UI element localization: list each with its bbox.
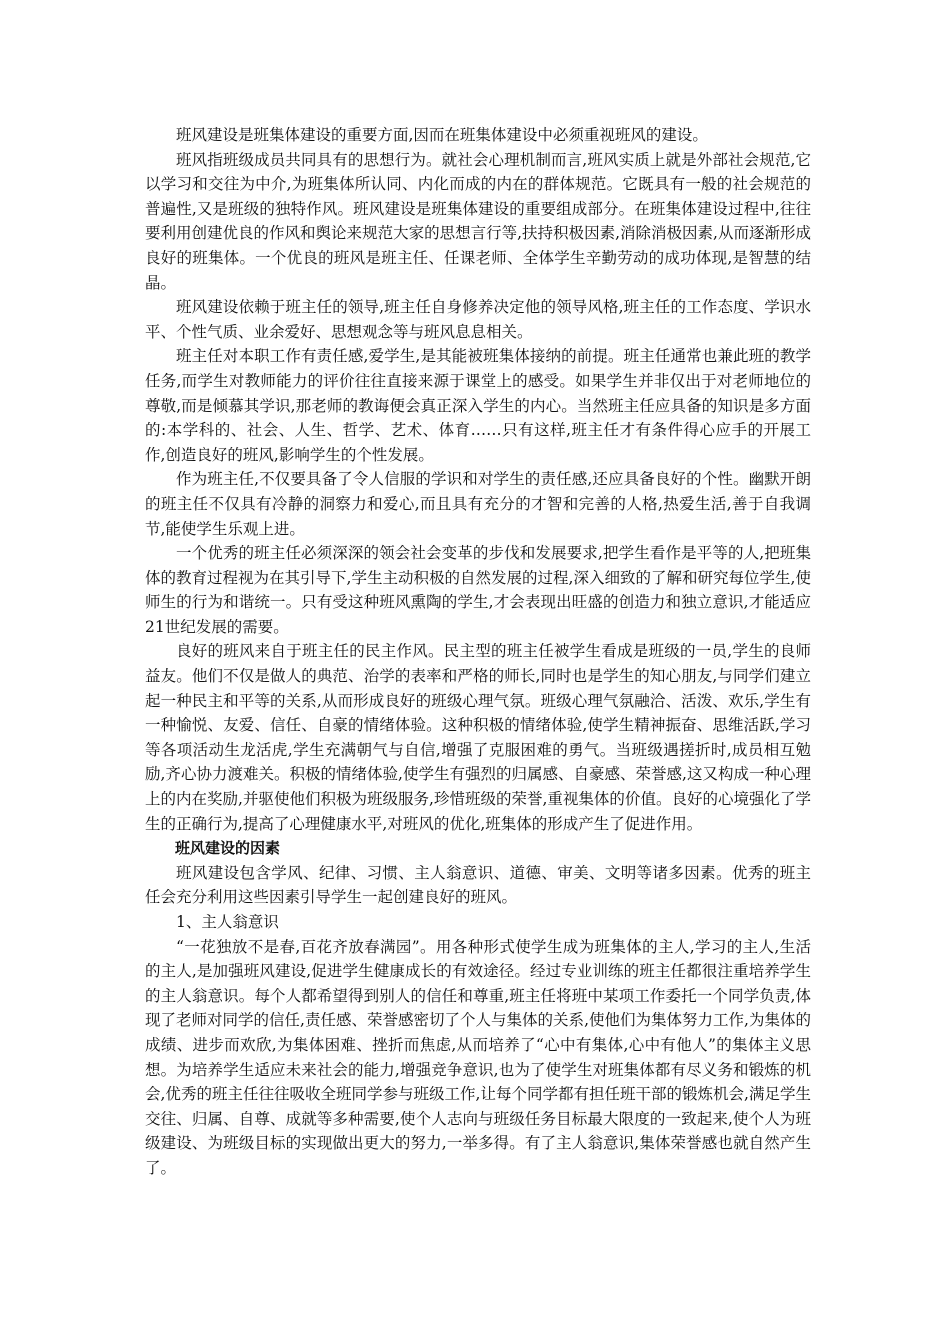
section-heading-factors: 班风建设的因素 [175,839,281,858]
paragraph-democratic-style: 良好的班风来自于班主任的民主作风。民主型的班主任被学生看成是班级的一员,学生的良师益友。他们不仅是做人的典范、治学的表率和严格的师长,同时也是学生的知心朋友,与同学们建立起一种民主和平等的关系,从而形成良好的班级心理气氛。班级心理气氛融洽、活泼、欢乐,学生有一种愉悦、友爱、信任、自豪的情绪体验。这种积极的情绪体验,使学生精神振奋、思维活跃,学习等各项活动生龙活虎,学生充满朝气与自信,增强了克服困难的勇气。当班级遇搓折时,成员相互勉励,齐心协力渡难关。积极的情绪体验,使学生有强烈的归属感、自豪感、荣誉感,这又构成一种心理上的内在奖励,并驱使他们积极为班级服务,珍惜班级的荣誉,重视集体的价值。良好的心境强化了学生的正确行为,提高了心理健康水平,对班风的优化,班集体的形成产生了促进作用。 [145,642,811,833]
paragraph-excellent-teacher: 一个优秀的班主任必须深深的领会社会变革的步伐和发展要求,把学生看作是平等的人,把班集体的教育过程视为在其引导下,学生主动积极的自然发展的过程,深入细致的了解和研究每位学生,使师生的行为和谐统一。只有受这种班风熏陶的学生,才会表现出旺盛的创造力和独立意识,才能适应21世纪发展的需要。 [145,544,811,636]
paragraph-personality: 作为班主任,不仅要具备了令人信服的学识和对学生的责任感,还应具备良好的个性。幽默开朗的班主任不仅具有冷静的洞察力和爱心,而且具有充分的才智和完善的人格,热爱生活,善于自我调节,能使学生乐观上进。 [145,470,811,538]
subheading-ownership: 1、主人翁意识 [176,913,279,931]
paragraph-intro: 班风建设是班集体建设的重要方面,因而在班集体建设中必须重视班风的建设。 [176,126,708,144]
paragraph-factors: 班风建设包含学风、纪律、习惯、主人翁意识、道德、审美、文明等诸多因素。优秀的班主任会充分利用这些因素引导学生一起创建良好的班风。 [145,863,811,907]
paragraph-ownership: “一花独放不是春,百花齐放春满园”。用各种形式使学生成为班集体的主人,学习的主人,生活的主人,是加强班风建设,促进学生健康成长的有效途径。经过专业训练的班主任都很注重培养学生的主人翁意识。每个人都希望得到别人的信任和尊重,班主任将班中某项工作委托一个同学负责,体现了老师对同学的信任,责任感、荣誉感密切了个人与集体的关系,使他们为集体努力工作,为集体的成绩、进步而欢欣,为集体困难、挫折而焦虑,从而培养了“心中有集体,心中有他人”的集体主义思想。为培养学生适应未来社会的能力,增强竞争意识,也为了使学生对班集体都有尽义务和锻炼的机会,优秀的班主任往往吸收全班同学参与班级工作,让每个同学都有担任班干部的锻炼机会,满足学生交往、归属、自尊、成就等多种需要,使个人志向与班级任务目标最大限度的一致起来,使个人为班级建设、为班级目标的实现做出更大的努力,一举多得。有了主人翁意识,集体荣誉感也就自然产生了。 [145,937,811,1177]
paragraph-definition: 班风指班级成员共同具有的思想行为。就社会心理机制而言,班风实质上就是外部社会规范,它以学习和交往为中介,为班集体所认同、内化而成的内在的群体规范。它既具有一般的社会规范的普遍性,又是班级的独特作风。班风建设是班集体建设的重要组成部分。在班集体建设过程中,往往要利用创建优良的作风和舆论来规范大家的思想言行等,扶持积极因素,消除消极因素,从而逐渐形成良好的班集体。一个优良的班风是班主任、任课老师、全体学生辛勤劳动的成功体现,是智慧的结晶。 [145,150,811,292]
paragraph-leadership: 班风建设依赖于班主任的领导,班主任自身修养决定他的领导风格,班主任的工作态度、学识水平、个性气质、业余爱好、思想观念等与班风息息相关。 [145,298,811,341]
document-body [145,123,811,1181]
paragraph-responsibility: 班主任对本职工作有责任感,爱学生,是其能被班集体接纳的前提。班主任通常也兼此班的教学任务,而学生对教师能力的评价往往直接来源于课堂上的感受。如果学生并非仅出于对老师地位的尊敬,而是倾慕其学识,那老师的教诲便会真正深入学生的内心。当然班主任应具备的知识是多方面的:本学科的、社会、人生、哲学、艺术、体育……只有这样,班主任才有条件得心应手的开展工作,创造良好的班风,影响学生的个性发展。 [145,347,811,464]
